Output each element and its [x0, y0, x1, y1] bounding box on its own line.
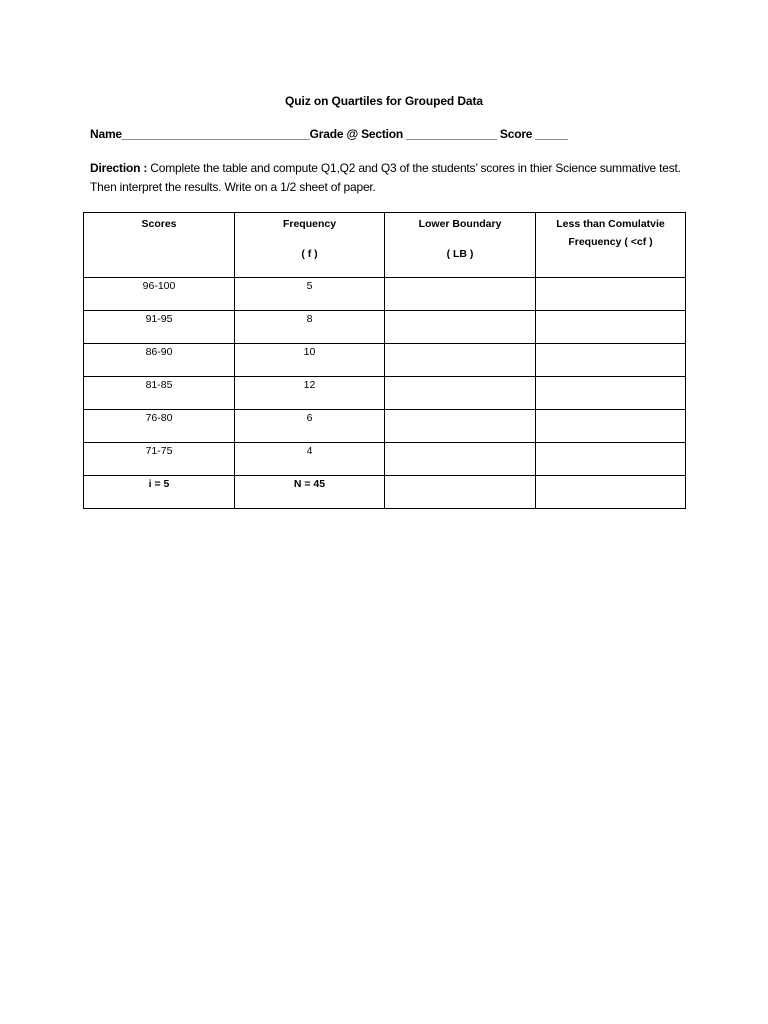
header-cumulative-frequency-label: Less than Comulatvie Frequency ( <cf ) [556, 218, 665, 248]
cell-lower-boundary [385, 344, 536, 377]
cell-class-interval: i = 5 [84, 476, 235, 509]
student-info-line: Name_____________________________Grade @ Section ______________ Score _____ [90, 127, 568, 141]
cell-frequency: 10 [235, 344, 385, 377]
direction-text: Complete the table and compute Q1,Q2 and Q3 of the students’ scores in thier Science summative test. Then interpret the results. Write on a 1/2 sheet of paper. [90, 161, 681, 194]
cell-frequency: 6 [235, 410, 385, 443]
cell-lower-boundary [385, 377, 536, 410]
cell-lower-boundary [385, 443, 536, 476]
cell-cumulative-frequency [536, 377, 686, 410]
cell-cumulative-frequency [536, 344, 686, 377]
cell-cumulative-frequency [536, 311, 686, 344]
cell-frequency: 5 [235, 278, 385, 311]
header-frequency-symbol: ( f ) [301, 248, 318, 260]
header-frequency-label: Frequency [282, 218, 337, 230]
table-row [84, 443, 686, 476]
direction-label: Direction : [90, 161, 148, 175]
table-total-row [84, 476, 686, 509]
cell-cumulative-frequency [536, 476, 686, 509]
cell-lower-boundary [385, 311, 536, 344]
table-header-row [84, 213, 686, 278]
cell-scores: 86-90 [84, 344, 235, 377]
cell-scores: 81-85 [84, 377, 235, 410]
table-row [84, 311, 686, 344]
cell-lower-boundary [385, 278, 536, 311]
cell-cumulative-frequency [536, 410, 686, 443]
table-row [84, 410, 686, 443]
table-row [84, 344, 686, 377]
cell-scores: 76-80 [84, 410, 235, 443]
cell-scores: 91-95 [84, 311, 235, 344]
cell-total-frequency: N = 45 [235, 476, 385, 509]
cell-lower-boundary [385, 476, 536, 509]
header-frequency [235, 213, 385, 278]
header-scores-label: Scores [141, 218, 177, 230]
quartile-table [83, 212, 686, 509]
cell-frequency: 4 [235, 443, 385, 476]
direction-paragraph [90, 159, 690, 197]
cell-scores: 96-100 [84, 278, 235, 311]
header-lower-boundary-symbol: ( LB ) [446, 248, 474, 260]
page-title: Quiz on Quartiles for Grouped Data [285, 94, 483, 108]
cell-lower-boundary [385, 410, 536, 443]
header-lower-boundary [385, 213, 536, 278]
table-row [84, 377, 686, 410]
table-row [84, 278, 686, 311]
header-cumulative-frequency [536, 213, 686, 278]
cell-frequency: 12 [235, 377, 385, 410]
header-scores [84, 213, 235, 278]
header-lower-boundary-label: Lower Boundary [418, 218, 502, 230]
cell-scores: 71-75 [84, 443, 235, 476]
cell-cumulative-frequency [536, 278, 686, 311]
cell-frequency: 8 [235, 311, 385, 344]
cell-cumulative-frequency [536, 443, 686, 476]
